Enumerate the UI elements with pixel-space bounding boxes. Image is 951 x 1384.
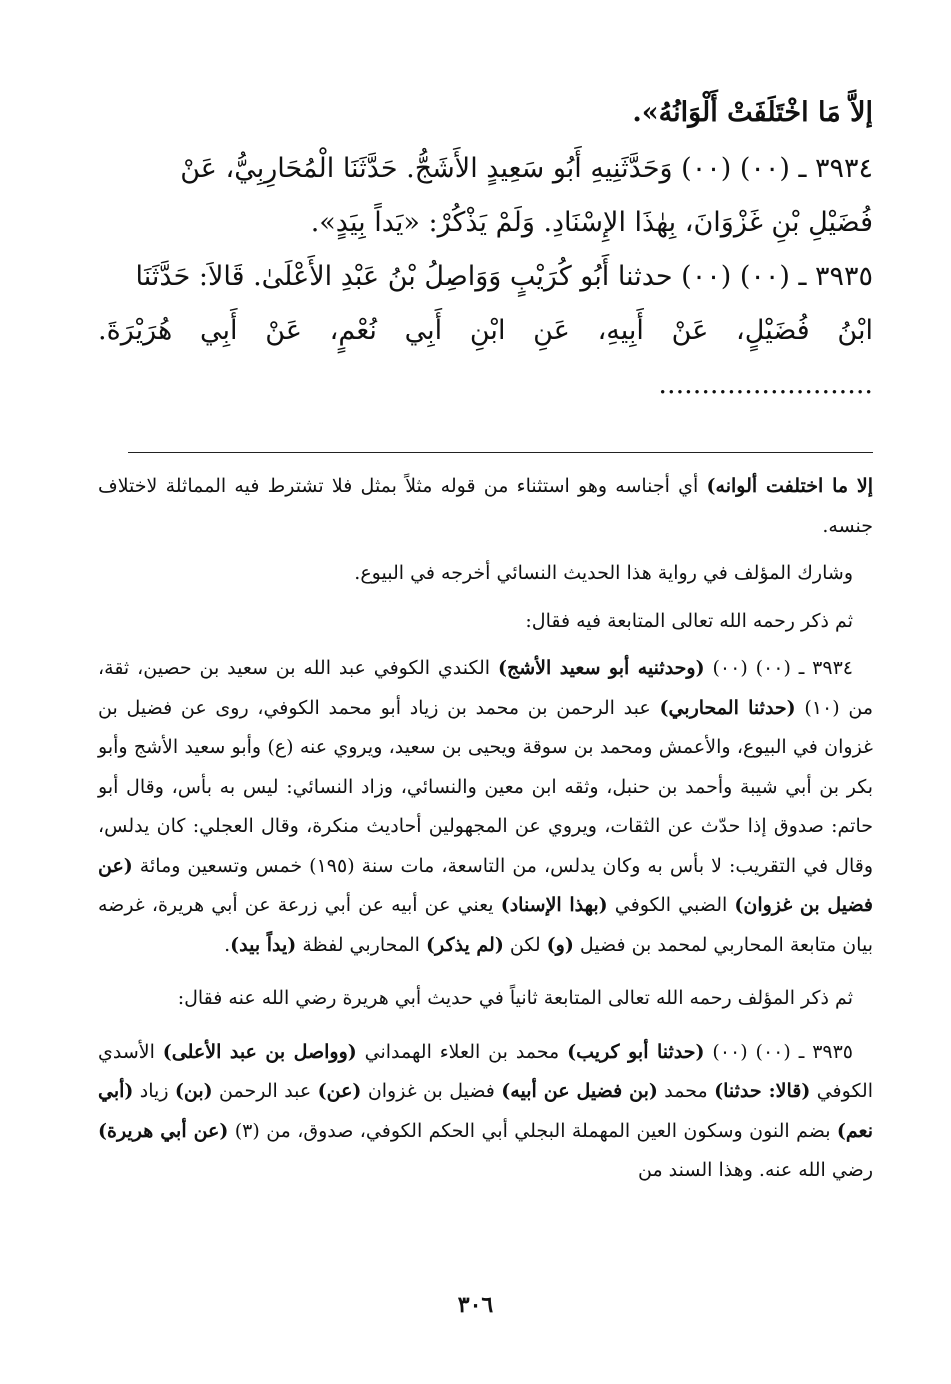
hadith-3934-line-1: ٣٩٣٤ ـ (٠٠) (٠٠) وَحَدَّثَنِيهِ أَبُو سَعِيدٍ الأَشَجُّ. حَدَّثَنَا الْمُحَارِبِيُّ، عَنْ xyxy=(180,153,873,184)
hadith-3935-line-1: ٣٩٣٥ ـ (٠٠) (٠٠) حدثنا أَبُو كُرَيْبٍ وَوَاصِلُ بْنُ عَبْدِ الأَعْلَىٰ. قَالاَ: حَدَّثَنَا xyxy=(135,261,873,292)
matn-line-0: إلاَّ مَا اخْتَلَفَتْ أَلْوَانُهُ». xyxy=(632,97,873,128)
commentary-para-1: إلا ما اختلفت ألوانه) أي أجناسه وهو استثناء من قوله مثلاً بمثل فلا تشترط فيه المماثلة لاختلاف جنسه. xyxy=(98,475,873,537)
commentary-bold: إلا ما اختلفت ألوانه) xyxy=(706,475,873,497)
hadith-3934-line-2: فُضَيْلِ بْنِ غَزْوَانَ، بِهٰذَا الإِسْنَادِ. وَلَمْ يَذْكُرْ: «يَداً بِيَدٍ». xyxy=(310,207,873,238)
page-number: ٣٠٦ xyxy=(457,1292,494,1318)
hadith-text xyxy=(98,86,873,412)
hadith-3935 xyxy=(98,250,873,412)
commentary-para-4: ٣٩٣٤ ـ (٠٠) (٠٠) (وحدثنيه أبو سعيد الأشج) الكندي الكوفي عبد الله بن سعيد بن حصين، ثقة، من (١٠) (حدثنا المحاربي) عبد الرحمن بن محمد بن زياد أبو محمد الكوفي، روى عن فضيل بن غزوان في البيوع، والأعمش ومحمد بن سوقة ويحيى بن سعيد، ويروي عنه (ع) وأبو سعيد الأشج وأبو بكر بن أبي شيبة وأحمد بن حنبل، وثقه ابن معين والنسائي، وزاد النسائي: ليس به بأس، وقال أبو حاتم: صدوق إذا حدّث عن الثقات، ويروي عن المجهولين أحاديث منكرة، وقال العجلي: كان يدلس، وقال في التقريب: لا بأس به وكان يدلس، من التاسعة، مات سنة (١٩٥) خمس وتسعين ومائة (عن فضيل بن غزوان) الضبي الكوفي (بهذا الإسناد) يعني عن أبيه عن أبي زرعة عن أبي هريرة، غرضه بيان متابعة المحاربي لمحمد بن فضيل (و) لكن (لم يذكر) المحاربي لفظة (يداً بيد). xyxy=(98,657,874,956)
separator-rule xyxy=(128,452,873,453)
hadith-3934 xyxy=(98,142,873,250)
commentary-text xyxy=(98,467,873,1191)
hadith-3935-line-2: ابْنُ فُضَيْلٍ، عَنْ أَبِيهِ، عَنِ ابْنِ أَبِي نُعْمٍ، عَنْ أَبِي هُرَيْرَةَ. ......................... xyxy=(98,315,873,400)
commentary-para-2: وشارك المؤلف في رواية هذا الحديث النسائي أخرجه في البيوع. xyxy=(354,562,853,584)
commentary-para-3: ثم ذكر رحمه الله تعالى المتابعة فيه فقال: xyxy=(525,609,853,632)
commentary-para-6: ٣٩٣٥ ـ (٠٠) (٠٠) (حدثنا أبو كريب) محمد بن العلاء الهمداني (وواصل بن عبد الأعلى) الأسدي الكوفي (قالا: حدثنا) محمد (بن فضيل عن أبيه) فضيل بن غزوان (عن) عبد الرحمن (بن) زياد (أبي نعم) بضم النون وسكون العين المهملة البجلي أبي الحكم الكوفي، صدوق، من (٣) (عن أبي هريرة) رضي الله عنه. وهذا السند من xyxy=(98,1040,874,1181)
commentary-para-5: ثم ذكر المؤلف رحمه الله تعالى المتابعة ثانياً في حديث أبي هريرة رضي الله عنه فقال: xyxy=(177,987,853,1009)
